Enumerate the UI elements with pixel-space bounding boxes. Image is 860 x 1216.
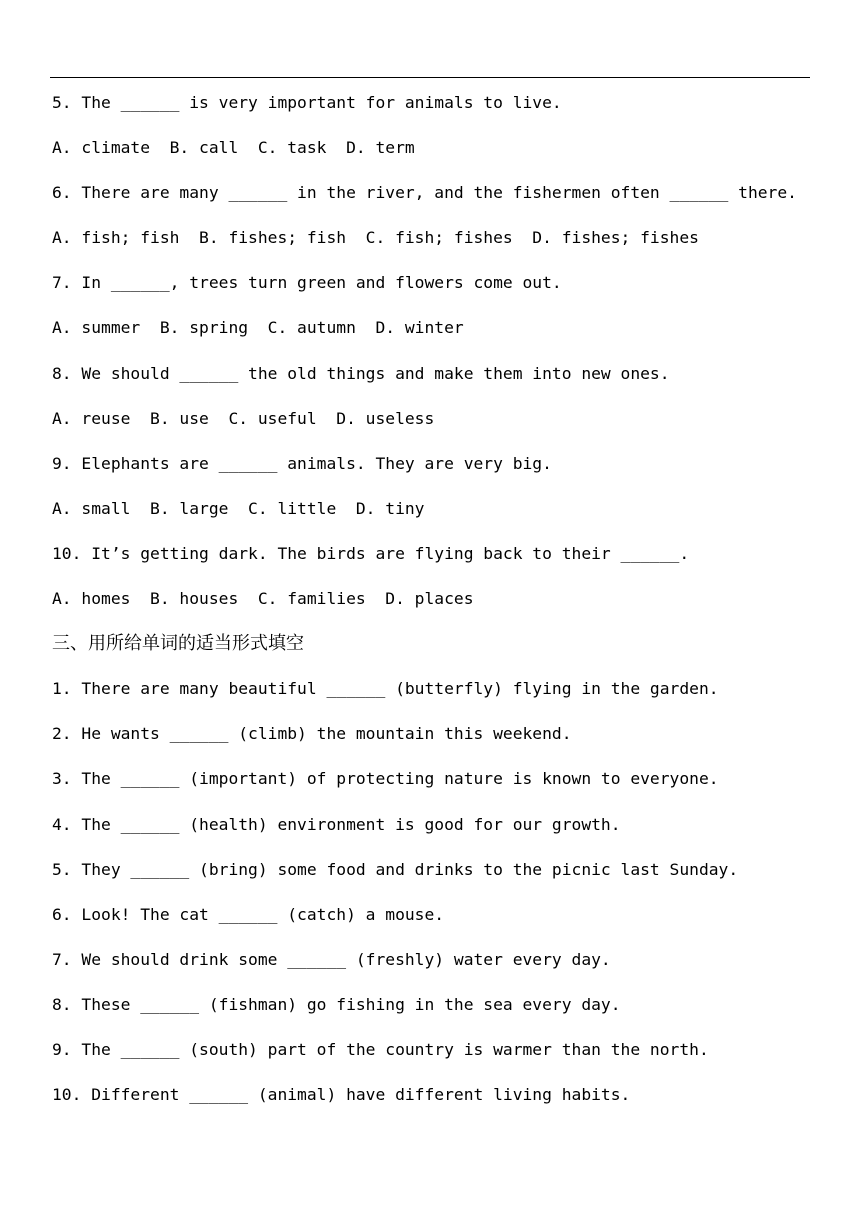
- q8-stem: 8. We should ______ the old things and make them into new ones.: [52, 363, 670, 383]
- fill-item-1: 1. There are many beautiful ______ (butterfly) flying in the garden.: [52, 679, 719, 699]
- q9-stem: 9. Elephants are ______ animals. They are very big.: [52, 453, 552, 473]
- q9-options: A. small B. large C. little D. tiny: [52, 498, 425, 518]
- q6-options: A. fish; fish B. fishes; fish C. fish; fishes D. fishes; fishes: [52, 228, 699, 248]
- q10-options: A. homes B. houses C. families D. places: [52, 589, 474, 609]
- q8-options: A. reuse B. use C. useful D. useless: [52, 408, 435, 428]
- q5-stem: 5. The ______ is very important for animals to live.: [52, 93, 562, 112]
- q7-stem: 7. In ______, trees turn green and flowers come out.: [52, 273, 562, 293]
- fill-item-3: 3. The ______ (important) of protecting nature is known to everyone.: [52, 769, 719, 789]
- fill-item-4: 4. The ______ (health) environment is good for our growth.: [52, 814, 621, 834]
- q7-options: A. summer B. spring C. autumn D. winter: [52, 318, 464, 338]
- fill-item-6: 6. Look! The cat ______ (catch) a mouse.: [52, 904, 445, 924]
- q10-stem: 10. It’s getting dark. The birds are flying back to their ______.: [52, 543, 690, 563]
- question-list: [52, 80, 832, 1117]
- q5-options: A. climate B. call C. task D. term: [52, 138, 415, 158]
- fill-item-7: 7. We should drink some ______ (freshly) water every day.: [52, 949, 611, 969]
- fill-item-9: 9. The ______ (south) part of the country is warmer than the north.: [52, 1039, 709, 1059]
- fill-item-8: 8. These ______ (fishman) go fishing in the sea every day.: [52, 994, 621, 1014]
- fill-item-5: 5. They ______ (bring) some food and drinks to the picnic last Sunday.: [52, 859, 739, 879]
- fill-item-2: 2. He wants ______ (climb) the mountain this weekend.: [52, 724, 572, 744]
- fill-item-10: 10. Different ______ (animal) have different living habits.: [52, 1085, 631, 1105]
- section-three-heading: 三、用所给单词的适当形式填空: [52, 633, 304, 655]
- header-rule: [50, 77, 810, 78]
- q6-stem: 6. There are many ______ in the river, and the fishermen often ______ there.: [52, 183, 797, 203]
